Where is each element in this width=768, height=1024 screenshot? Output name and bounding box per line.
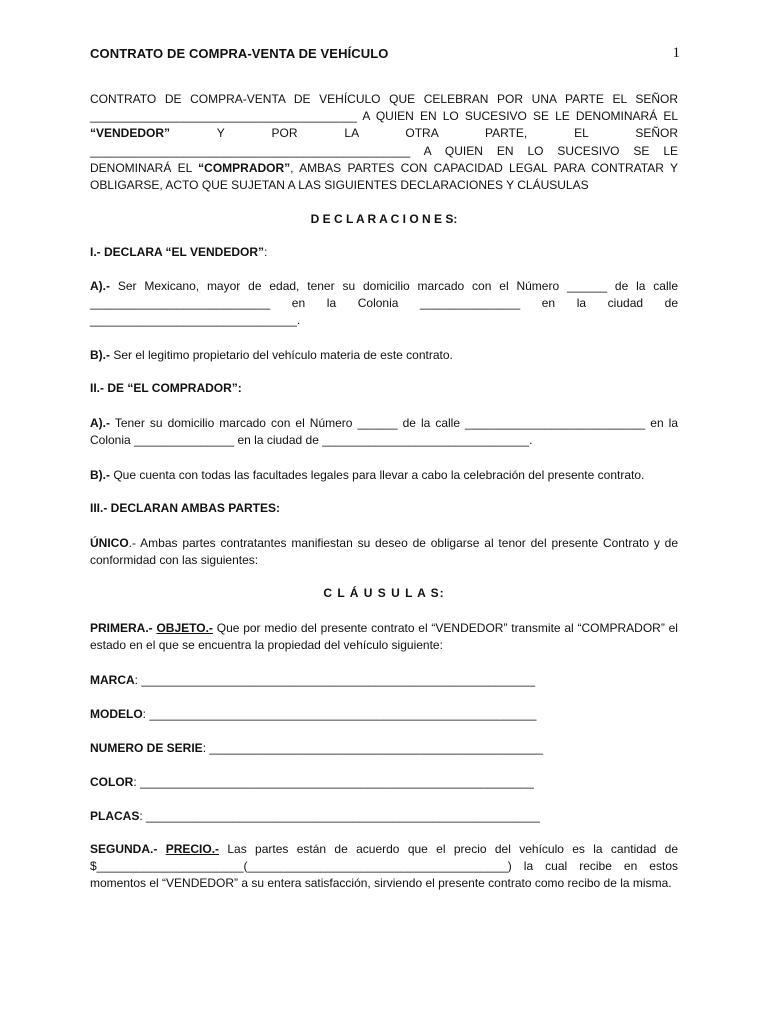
intro-line-rest: Y POR LA OTRA PARTE, EL SEÑOR: [216, 126, 679, 141]
primera-clause: [90, 620, 678, 654]
clausulas-heading: C L Á U S U L A S:: [323, 586, 445, 600]
clause-label: PRIMERA.-: [90, 621, 153, 635]
clause-label: A).-: [90, 416, 110, 430]
clause-label: ÚNICO: [90, 536, 129, 550]
intro-line: OBLIGARSE, ACTO QUE SUJETAN A LAS SIGUIENTES DECLARACIONES Y CLÁUSULAS: [90, 178, 589, 193]
unico-clause: [90, 535, 678, 569]
clause-text: Tener su domicilio marcado con el Número ______ de la calle ___________________________ en la Colonia _______________ en la ciudad de _______________________________.: [90, 416, 678, 448]
clause-title: PRECIO.-: [165, 842, 220, 856]
document-title: CONTRATO DE COMPRA-VENTA DE VEHÍCULO: [90, 46, 389, 61]
intro-line: ________________________________________ A QUIEN EN LO SUCESIVO SE LE DENOMINARÁ EL: [90, 109, 678, 124]
page-header: [90, 46, 680, 64]
intro-line: ________________________________________________ A QUIEN EN LO SUCESIVO SE LE: [90, 143, 678, 158]
clause-text: Que cuenta con todas las facultades legales para llevar a cabo la celebración del presente contrato.: [110, 468, 645, 482]
vendedor-label: “VENDEDOR”: [90, 126, 171, 141]
declara-comprador-heading: II.- DE “EL COMPRADOR”:: [90, 381, 242, 395]
clause-text: Ser el legitimo propietario del vehículo materia de este contrato.: [110, 348, 453, 362]
field-blank: : ___________________________________________________________: [139, 809, 540, 823]
field-blank: : ___________________________________________________________: [134, 673, 536, 687]
intro-line-pre: DENOMINARÁ EL: [90, 160, 199, 175]
clause-label: A).-: [90, 279, 110, 293]
field-label: PLACAS: [90, 809, 140, 823]
declara-vendedor-heading: [90, 245, 267, 259]
clause-label: B).-: [90, 348, 110, 362]
clause-label: B).-: [90, 468, 110, 482]
clause-label: SEGUNDA.-: [90, 842, 158, 856]
declara-vendedor-title: I.- DECLARA “EL VENDEDOR”: [90, 245, 265, 259]
declaraciones-heading: D E C L A R A C I O N E S:: [310, 212, 458, 226]
vendedor-clause-b: [90, 347, 678, 364]
intro-paragraph: [90, 91, 678, 194]
clause-title: OBJETO.-: [156, 621, 213, 635]
field-blank: : __________________________________________________________: [142, 707, 537, 721]
segunda-clause: [90, 841, 678, 893]
comprador-clause-a: [90, 415, 678, 449]
field-blank: : __________________________________________________: [202, 741, 544, 755]
intro-line: [90, 125, 678, 142]
clause-text: Las partes están de acuerdo que el precio del vehículo es la cantidad de $______________________(_______________________________________) la cual recibe en estos momentos el “VENDEDOR” a su entera satisfacción, sirviendo el presente contrato como recibo de la misma.: [90, 842, 678, 891]
numero-serie-field[interactable]: [90, 740, 543, 756]
field-label: MARCA: [90, 673, 135, 687]
vendedor-clause-a: [90, 278, 678, 330]
clause-text: Ser Mexicano, mayor de edad, tener su domicilio marcado con el Número ______ de la calle ___________________________ en la Colonia _______________ en la ciudad de _______________________________.: [90, 279, 678, 328]
marca-field[interactable]: [90, 672, 535, 688]
field-blank: : ___________________________________________________________: [133, 775, 534, 789]
modelo-field[interactable]: [90, 706, 536, 722]
intro-line-post: , AMBAS PARTES CON CAPACIDAD LEGAL PARA CONTRATAR Y: [290, 160, 678, 175]
declaran-ambas-heading: III.- DECLARAN AMBAS PARTES:: [90, 501, 280, 515]
field-label: COLOR: [90, 775, 134, 789]
comprador-label: “COMPRADOR”: [198, 160, 291, 175]
comprador-clause-b: [90, 467, 678, 484]
intro-line: CONTRATO DE COMPRA-VENTA DE VEHÍCULO QUE CELEBRAN POR UNA PARTE EL SEÑOR: [90, 92, 678, 106]
clause-text: Que por medio del presente contrato el “VENDEDOR” transmite al “COMPRADOR” el estado en el que se encuentra la propiedad del vehículo siguiente:: [90, 621, 678, 653]
clause-text: .- Ambas partes contratantes manifiestan su deseo de obligarse al tenor del presente Contrato y de conformidad con las siguientes:: [90, 536, 678, 568]
field-label: MODELO: [90, 707, 143, 721]
placas-field[interactable]: [90, 808, 540, 824]
color-field[interactable]: [90, 774, 534, 790]
page-number: 1: [672, 45, 680, 61]
field-label: NUMERO DE SERIE: [90, 741, 203, 755]
intro-line: [90, 160, 678, 177]
heading-colon: :: [264, 245, 268, 259]
